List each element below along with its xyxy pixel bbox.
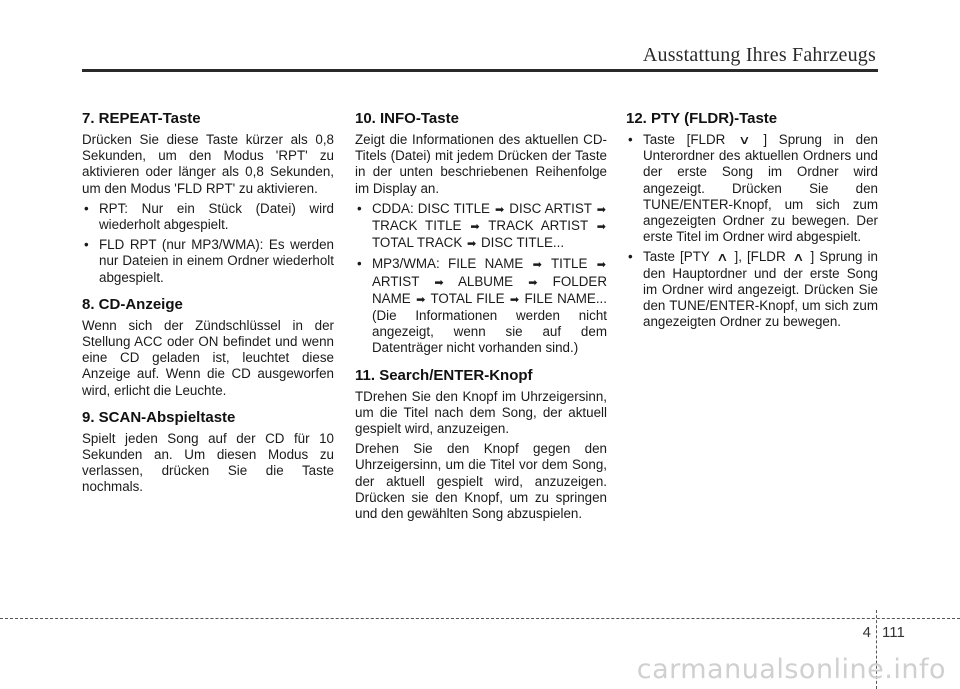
list-item: • RPT: Nur ein Stück (Datei) wird wiederholt abgespielt. (82, 201, 334, 233)
info-note: (Die Informationen werden nicht angezeigt, wenn sie auf dem Datenträger nicht vorhanden sind.) (372, 308, 607, 356)
info-text: DISC ARTIST (509, 200, 592, 216)
list-item-mp3 (355, 256, 607, 356)
arrow-right-icon: ➡ (434, 276, 444, 289)
info-text: DISC TITLE... (480, 235, 565, 251)
list-item-fldr-up (626, 249, 878, 330)
scan-description: Spielt jeden Song auf der CD für 10 Sekunden an. Um diesen Modus zu verlassen, drücken Sie die Taste nochmals. (82, 430, 334, 495)
repeat-list (82, 201, 334, 286)
list-item-cdda (355, 201, 607, 253)
arrow-right-icon: ➡ (532, 259, 542, 272)
repeat-description: Drücken Sie diese Taste kürzer als 0,8 Sekunden, um den Modus 'RPT' zu aktivieren oder länger als 0,8 Sekunden, um den Modus 'FLD RPT' zu aktivieren. (82, 132, 334, 196)
arrow-right-icon: ➡ (467, 238, 477, 251)
arrow-right-icon: ➡ (596, 203, 606, 216)
arrow-right-icon: ➡ (596, 221, 606, 234)
arrow-right-icon: ➡ (495, 203, 505, 216)
info-text: MP3/WMA: FILE NAME (372, 256, 524, 272)
column-1 (82, 110, 334, 500)
heading-cd-indicator: 8. CD-Anzeige (82, 295, 183, 313)
search-counterclockwise-description: Drehen Sie den Knopf gegen den Uhrzeigersinn, um die Titel vor dem Song, der aktuell gespielt wird, anzuzeigen. Drücken sie den Knopf, um zu springen und den gewählten Song abzuspielen. (355, 441, 607, 522)
cd-indicator-description: Wenn sich der Zündschlüssel in der Stellung ACC oder ON befindet und wenn eine CD geladen ist, leuchtet diese Anzeige auf. Wenn die CD ausgeworfen wird, erlicht die Leuchte. (82, 317, 334, 398)
chevron-up-icon: ∧ (715, 250, 729, 265)
info-text: Taste [PTY (643, 249, 710, 265)
info-list (355, 201, 607, 357)
info-text: CDDA: DISC TITLE (372, 200, 490, 216)
info-text: FILE NAME... (524, 290, 607, 306)
list-item: • FLD RPT (nur MP3/WMA): Es werden nur Dateien in einem Ordner wiederholt abgespielt. (82, 237, 334, 286)
watermark: carmanualsonline.info (636, 654, 946, 685)
arrow-right-icon: ➡ (416, 293, 426, 306)
info-text: TOTAL FILE (430, 290, 505, 306)
info-text: TRACK TITLE (372, 218, 462, 234)
pty-list (626, 132, 878, 330)
heading-repeat-button: 7. REPEAT-Taste (82, 110, 201, 127)
info-text: ARTIST (372, 273, 420, 289)
info-text: TITLE (550, 256, 588, 272)
info-text: TOTAL TRACK (372, 235, 463, 251)
heading-scan-button: 9. SCAN-Abspieltaste (82, 408, 236, 426)
heading-pty-fldr-button: 12. PTY (FLDR)-Taste (626, 110, 778, 127)
chevron-down-icon: ∨ (738, 133, 751, 147)
arrow-right-icon: ➡ (470, 221, 480, 234)
info-text: TRACK ARTIST (488, 218, 588, 234)
column-3 (626, 110, 878, 334)
chevron-up-icon: ∧ (791, 250, 805, 265)
footer-rule (0, 618, 960, 619)
heading-search-enter-knob: 11. Search/ENTER-Knopf (355, 366, 533, 384)
search-clockwise-description: TDrehen Sie den Knopf im Uhrzeigersinn, um die Titel nach dem Song, der aktuell gespielt wird, anzuzeigen. (355, 388, 607, 437)
info-text: ALBUME (458, 273, 514, 289)
heading-info-button: 10. INFO-Taste (355, 110, 459, 127)
info-description: Zeigt die Informationen des aktuellen CD-Titels (Datei) mit jedem Drücken der Taste in der unten beschriebenen Reihenfolge im Display an. (355, 132, 607, 196)
info-text: Taste [FLDR (643, 132, 726, 147)
info-text: FOLDER NAME (372, 273, 607, 306)
arrow-right-icon: ➡ (528, 276, 538, 289)
info-text: ] Sprung in den Hauptordner und der erste Song im Ordner wird angezeigt. Drücken Sie den TUNE/ENTER-Knopf, um sich zum angezeigten Ordner zu bewegen. (643, 249, 878, 330)
info-text: ], [FLDR (734, 249, 786, 265)
header-rule (82, 69, 878, 72)
info-text: ] Sprung in den Unterordner des aktuellen Ordners und der erste Song im Ordner wird angezeigt. Drücken Sie den TUNE/ENTER-Knopf, um sich zum angezeigten Ordner zu bewegen. Der erste Titel im Ordner wird abgespielt. (643, 132, 878, 245)
section-header-title: Ausstattung Ihres Fahrzeugs (642, 44, 876, 66)
page-number: 111 (882, 624, 905, 641)
list-item-fldr-down (626, 132, 878, 245)
arrow-right-icon: ➡ (596, 259, 606, 272)
column-2 (355, 110, 607, 526)
chapter-number: 4 (862, 624, 871, 641)
arrow-right-icon: ➡ (509, 293, 520, 306)
